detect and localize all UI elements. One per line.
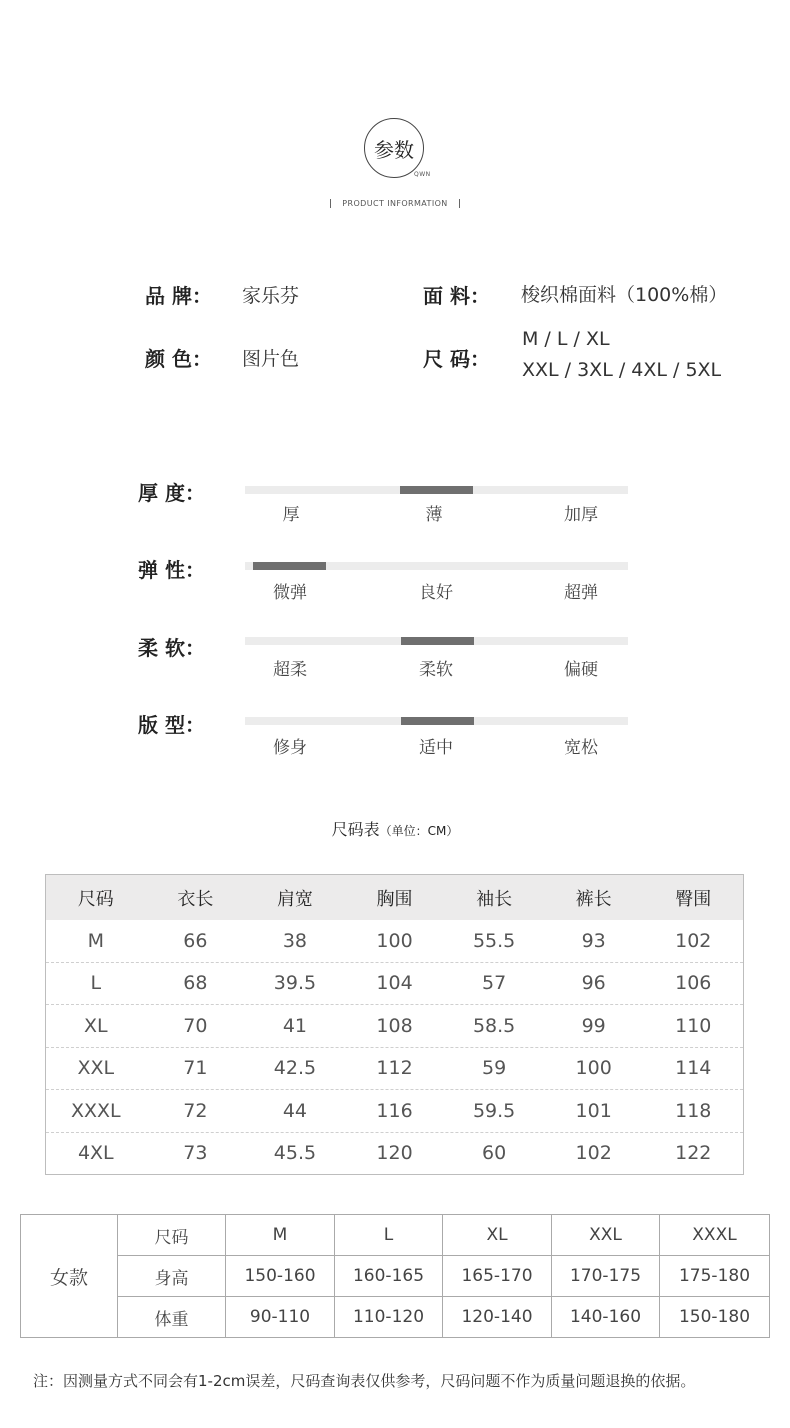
brand-label: 品 牌： (145, 284, 212, 308)
elasticity-track (245, 562, 628, 570)
fabric-value: 梭织棉面料（100%棉） (521, 284, 728, 306)
table-cell: 122 (675, 1142, 712, 1165)
table-cell: 120-140 (443, 1297, 552, 1338)
header-cell: 裤长 (575, 888, 612, 910)
table-cell: 70 (183, 1014, 208, 1037)
table-cell: 118 (675, 1099, 712, 1122)
elasticity-label: 弹 性： (138, 558, 205, 582)
disclaimer-note: 注：因测量方式不同会有1-2cm误差，尺码查询表仅供参考，尺码问题不作为质量问题退换的依据。 (33, 1372, 696, 1390)
thickness-option: 厚 (282, 505, 300, 525)
elasticity-option: 微弹 (273, 583, 307, 603)
table-cell: 71 (183, 1057, 208, 1080)
elasticity-option: 超弹 (564, 583, 598, 603)
header-cell: 衣长 (177, 888, 214, 910)
params-badge (364, 118, 424, 178)
table-row (21, 1297, 770, 1338)
table-cell: 99 (581, 1014, 606, 1037)
badge-subtext: QWN (414, 171, 431, 178)
table-cell: 100 (575, 1057, 612, 1080)
table-cell: 59 (482, 1057, 507, 1080)
table-cell: 150-160 (226, 1256, 335, 1297)
table-cell: M (226, 1215, 335, 1256)
header-cell: 臀围 (675, 888, 712, 910)
softness-label: 柔 软： (138, 636, 205, 660)
header-cell: 袖长 (476, 888, 513, 910)
fit-label: 版 型： (138, 713, 205, 737)
table-cell: 身高 (118, 1256, 226, 1297)
size-table-unit: （单位：CM） (379, 824, 459, 838)
thickness-indicator (400, 486, 473, 494)
table-cell: 68 (183, 972, 208, 995)
women-size-table (20, 1214, 770, 1338)
table-row (46, 1132, 743, 1175)
badge-title: 参数 (374, 137, 414, 162)
table-cell: 120 (376, 1142, 413, 1165)
softness-option: 超柔 (273, 660, 307, 680)
table-cell: 170-175 (552, 1256, 660, 1297)
table-cell: 108 (376, 1014, 413, 1037)
elasticity-indicator (253, 562, 326, 570)
fit-indicator (401, 717, 474, 725)
table-cell: 175-180 (660, 1256, 770, 1297)
table-cell: 72 (183, 1099, 208, 1122)
elasticity-option: 良好 (419, 583, 453, 603)
header-cell: 肩宽 (276, 888, 313, 910)
table-cell: 116 (376, 1099, 413, 1122)
table-cell: 110 (675, 1014, 712, 1037)
table-cell: 104 (376, 972, 413, 995)
table-cell: 55.5 (472, 929, 516, 952)
table-cell: 57 (482, 972, 507, 995)
table-cell: 106 (675, 972, 712, 995)
table-cell: 101 (575, 1099, 612, 1122)
fit-track (245, 717, 628, 725)
table-row (46, 920, 743, 962)
table-cell: 39.5 (273, 972, 317, 995)
softness-option: 柔软 (419, 660, 453, 680)
product-info-text: PRODUCT INFORMATION (342, 199, 448, 208)
size-table-title (0, 817, 790, 840)
table-cell: 59.5 (472, 1099, 516, 1122)
table-cell: M (87, 929, 104, 952)
table-cell: XXXL (660, 1215, 770, 1256)
header-cell: 胸围 (376, 888, 413, 910)
table-cell: 73 (183, 1142, 208, 1165)
table-row (46, 1004, 743, 1047)
table-cell: 45.5 (273, 1142, 317, 1165)
table-cell: XL (443, 1215, 552, 1256)
fabric-label: 面 料： (423, 284, 490, 308)
table-cell: XXXL (70, 1099, 121, 1122)
table-cell: 150-180 (660, 1297, 770, 1338)
thickness-label: 厚 度： (138, 481, 205, 505)
size-table-header (46, 875, 743, 920)
table-cell: L (335, 1215, 443, 1256)
size-value-line2: XXL / 3XL / 4XL / 5XL (522, 359, 722, 381)
brand-value: 家乐芬 (242, 285, 300, 307)
table-cell: 体重 (118, 1297, 226, 1338)
table-row (46, 1089, 743, 1132)
table-cell: 4XL (77, 1142, 114, 1165)
table-cell: 160-165 (335, 1256, 443, 1297)
table-cell: 66 (183, 929, 208, 952)
table-cell: 96 (581, 972, 606, 995)
size-table (45, 874, 744, 1175)
color-value: 图片色 (242, 348, 300, 370)
table-cell: 41 (282, 1014, 308, 1037)
thickness-option: 加厚 (564, 505, 598, 525)
table-cell: 100 (376, 929, 413, 952)
table-cell: 140-160 (552, 1297, 660, 1338)
table-cell: 尺码 (118, 1215, 226, 1256)
table-cell: 58.5 (472, 1014, 516, 1037)
table-cell: 112 (376, 1057, 413, 1080)
softness-track (245, 637, 628, 645)
thickness-option: 薄 (425, 505, 443, 525)
table-cell: L (90, 972, 102, 995)
table-cell: 165-170 (443, 1256, 552, 1297)
size-value-line1: M / L / XL (522, 328, 610, 350)
divider (330, 199, 331, 208)
softness-option: 偏硬 (564, 660, 598, 680)
table-cell: 110-120 (335, 1297, 443, 1338)
table-row (21, 1215, 770, 1256)
thickness-track (245, 486, 628, 494)
color-label: 颜 色： (145, 347, 212, 371)
softness-indicator (401, 637, 474, 645)
table-cell: 114 (675, 1057, 712, 1080)
product-info-subtitle (330, 199, 460, 208)
fit-option: 适中 (419, 738, 453, 758)
table-row (46, 1047, 743, 1090)
size-label: 尺 码： (423, 347, 490, 371)
table-cell: XXL (552, 1215, 660, 1256)
table-cell: 44 (282, 1099, 308, 1122)
fit-option: 修身 (273, 738, 307, 758)
fit-option: 宽松 (564, 738, 598, 758)
table-cell: XL (83, 1014, 108, 1037)
table-cell: 60 (482, 1142, 507, 1165)
table-cell: 102 (675, 929, 712, 952)
women-group-label: 女款 (21, 1215, 118, 1338)
table-cell: XXL (77, 1057, 115, 1080)
table-row (46, 962, 743, 1005)
size-table-title-text: 尺码表 (331, 820, 380, 839)
table-cell: 90-110 (226, 1297, 335, 1338)
table-cell: 38 (282, 929, 308, 952)
table-row (21, 1256, 770, 1297)
divider (459, 199, 460, 208)
table-cell: 102 (575, 1142, 612, 1165)
table-cell: 42.5 (273, 1057, 317, 1080)
table-cell: 93 (581, 929, 606, 952)
header-cell: 尺码 (77, 888, 114, 910)
